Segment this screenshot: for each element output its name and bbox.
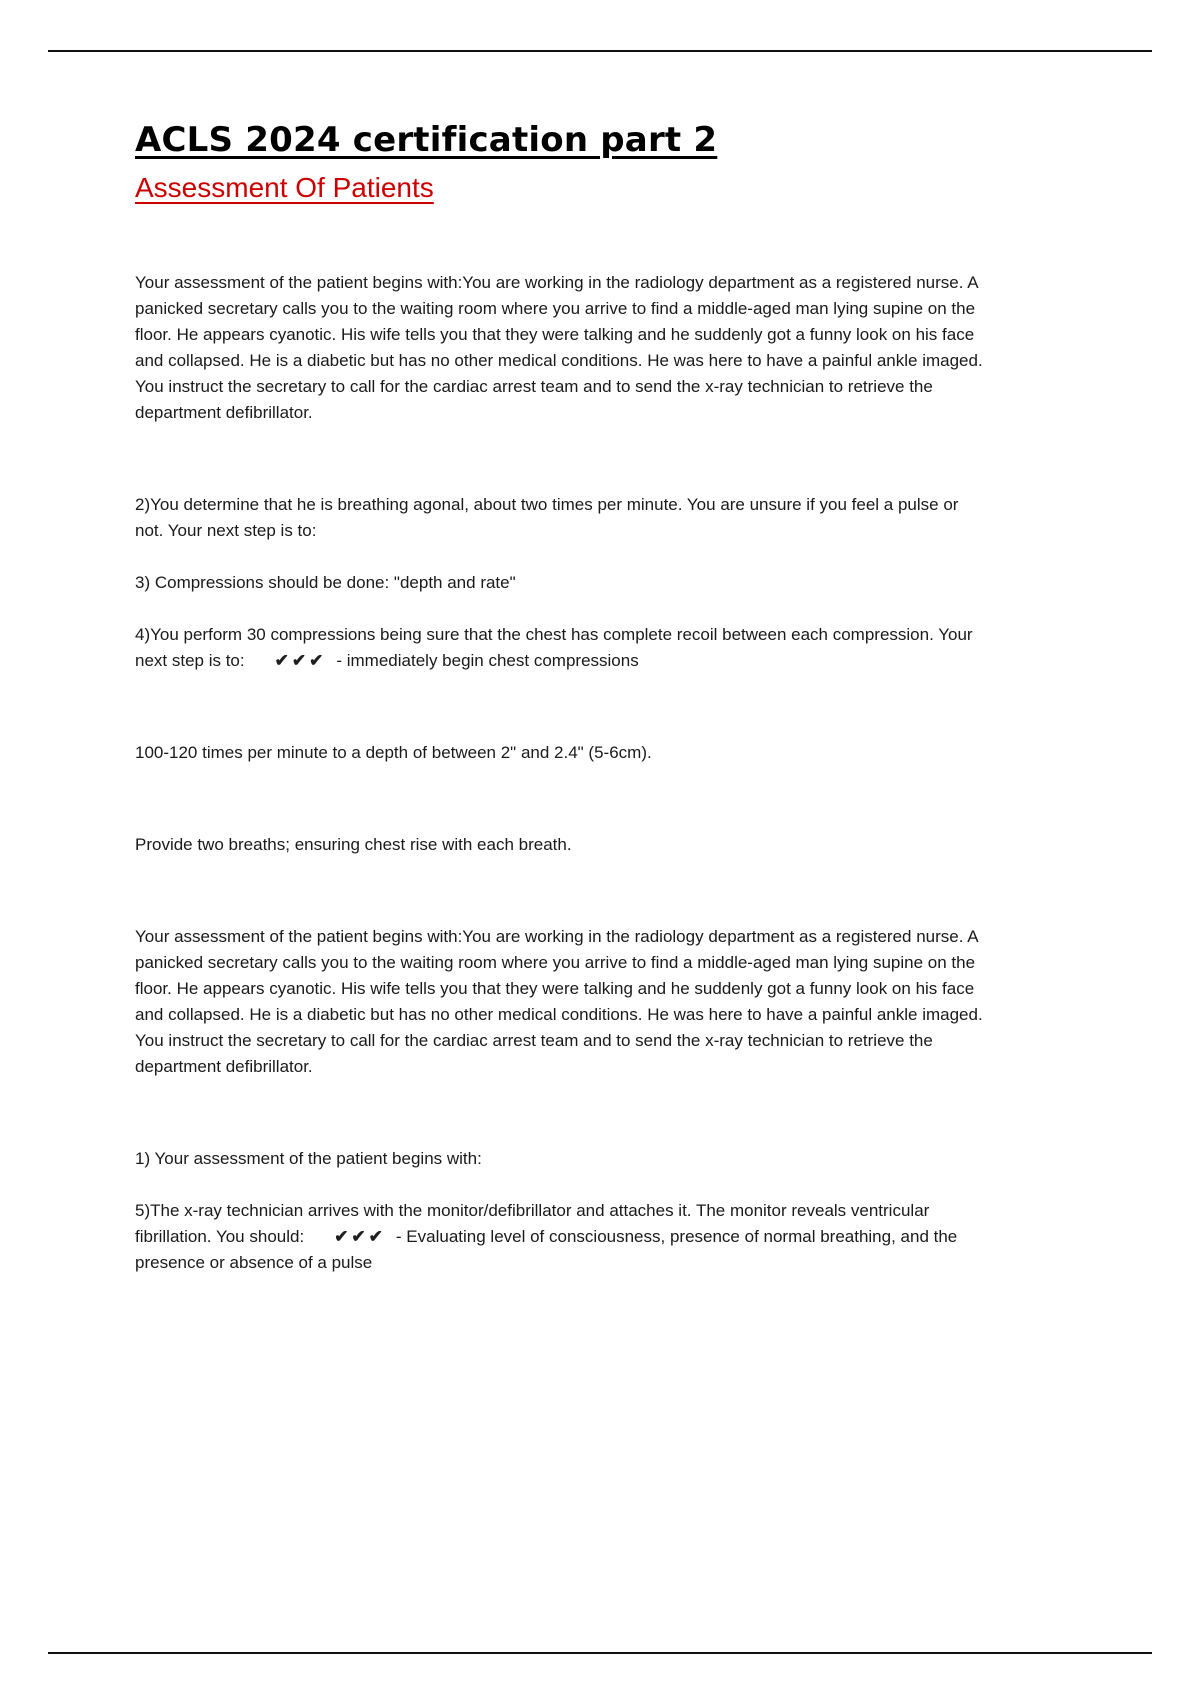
question-5-answer: - Evaluating level of consciousness, presence of normal breathing, and the presence or absence of a pulse	[135, 1227, 958, 1273]
top-border-rule	[48, 50, 1152, 52]
page-title: ACLS 2024 certification part 2	[135, 120, 718, 160]
page-subtitle: Assessment Of Patients	[135, 171, 434, 203]
question-4-text: 4)You perform 30 compressions being sure that the chest has complete recoil between each compression. Your next step is to:	[135, 625, 973, 671]
paragraph-scenario-1: Your assessment of the patient begins with:You are working in the radiology department as a registered nurse. A panicked secretary calls you to the waiting room where you arrive to find a middle-aged man lying supine on the floor. He appears cyanotic. His wife tells you that they were talking and he suddenly got a funny look on his face and collapsed. He is a diabetic but has no other medical conditions. He was here to have a painful ankle imaged. You instruct the secretary to call for the cardiac arrest team and to send the x-ray technician to retrieve the department defibrillator.	[135, 273, 983, 423]
document-content	[135, 120, 991, 1276]
bottom-border-rule	[48, 1652, 1152, 1654]
answer-checkmarks-icon: ✔✔✔	[274, 651, 327, 671]
question-4-answer: - immediately begin chest compressions	[336, 651, 639, 671]
answer-checkmarks-icon: ✔✔✔	[334, 1227, 386, 1247]
paragraph-rate-depth: 100-120 times per minute to a depth of between 2" and 2.4" (5-6cm).	[135, 743, 652, 763]
paragraph-breaths: Provide two breaths; ensuring chest rise with each breath.	[135, 835, 572, 855]
paragraph-question-1: 1) Your assessment of the patient begins with:	[135, 1149, 482, 1169]
paragraph-question-3: 3) Compressions should be done: "depth and rate"	[135, 573, 516, 593]
paragraph-question-4	[135, 622, 991, 674]
paragraph-question-2: 2)You determine that he is breathing agonal, about two times per minute. You are unsure if you feel a pulse or not. Your next step is to:	[135, 495, 959, 541]
paragraph-question-5	[135, 1198, 991, 1276]
paragraph-scenario-2: Your assessment of the patient begins with:You are working in the radiology department as a registered nurse. A panicked secretary calls you to the waiting room where you arrive to find a middle-aged man lying supine on the floor. He appears cyanotic. His wife tells you that they were talking and he suddenly got a funny look on his face and collapsed. He is a diabetic but has no other medical conditions. He was here to have a painful ankle imaged. You instruct the secretary to call for the cardiac arrest team and to send the x-ray technician to retrieve the department defibrillator.	[135, 927, 983, 1077]
question-5-text: 5)The x-ray technician arrives with the monitor/defibrillator and attaches it. The monitor reveals ventricular fibrillation. You should:	[135, 1201, 930, 1247]
